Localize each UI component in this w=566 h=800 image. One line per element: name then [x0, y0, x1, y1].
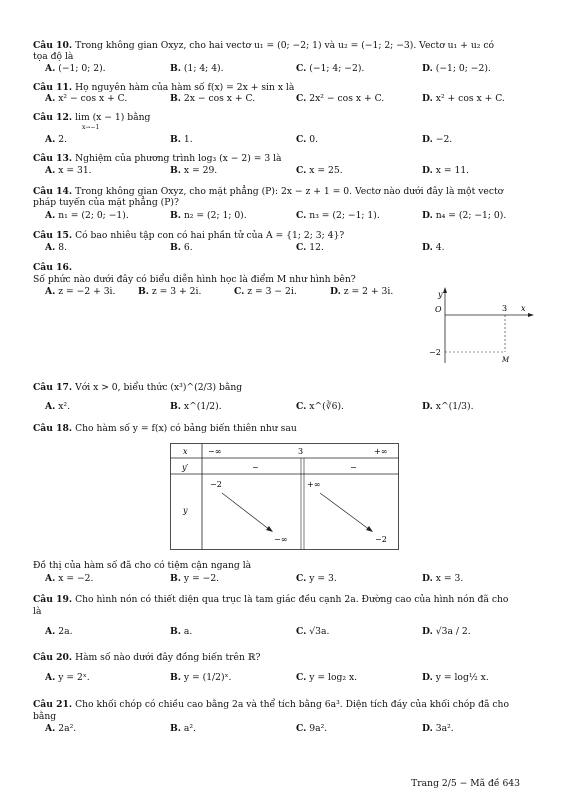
table-y-label: y: [183, 506, 188, 515]
table-yprime-label: y′: [182, 463, 189, 472]
question-19: Câu 19. Cho hình nón có thiết diện qua trục là tam giác đều cạnh 2a. Đường cao của hình nón đã cho: [33, 594, 509, 605]
question-label: Câu 10.: [33, 40, 73, 51]
question-19-cont: là: [33, 606, 42, 617]
question-text: Trong không gian Oxyz, cho hai vectơ u₁ = (0; −2; 1) và u₂ = (−1; 2; −3). Vectơ u₁ + u₂ có: [75, 40, 495, 51]
complex-plane-graph: [425, 285, 535, 365]
question-12: Câu 12. lim (x − 1) bằng: [33, 112, 151, 123]
variation-table: [170, 443, 400, 551]
y-value-label: −2: [429, 348, 441, 357]
option-c[interactable]: C. y = log₂ x.: [296, 672, 358, 683]
option-b[interactable]: B. a².: [170, 723, 196, 734]
x-axis-label: x: [521, 304, 526, 313]
question-16-text: Số phức nào dưới đây có biểu diễn hình học là điểm M như hình bên?: [33, 274, 356, 285]
question-16-label: Câu 16.: [33, 262, 73, 273]
question-21: Câu 21. Cho khối chóp có chiều cao bằng 2a và thể tích bằng 6a³. Diện tích đáy của khối chóp đã cho: [33, 699, 509, 710]
question-18-cont: Đồ thị của hàm số đã cho có tiệm cận ngang là: [33, 560, 252, 571]
option-a[interactable]: A. (−1; 0; 2).: [45, 63, 106, 74]
option-c[interactable]: C. x^(∛6).: [296, 401, 344, 412]
decrease-arrow-1: [222, 493, 270, 530]
option-b[interactable]: B. x^(1/2).: [170, 401, 222, 412]
option-b[interactable]: B. 2x − cos x + C.: [170, 93, 256, 104]
decrease-arrow-2: [320, 493, 370, 530]
arrow-head-2-icon: [366, 526, 373, 532]
option-b[interactable]: B. y = (1/2)ˣ.: [170, 672, 232, 683]
option-b[interactable]: B. z = 3 + 2i.: [138, 286, 202, 297]
table-value-2: −∞: [274, 535, 288, 544]
arrow-head-1-icon: [266, 526, 273, 532]
option-a[interactable]: A. z = −2 + 3i.: [45, 286, 116, 297]
option-d[interactable]: D. x = 11.: [422, 165, 470, 176]
point-m-label: M: [502, 356, 510, 364]
option-c[interactable]: C. √3a.: [296, 626, 330, 637]
option-d[interactable]: D. 4.: [422, 242, 445, 253]
option-a[interactable]: A. x = 31.: [45, 165, 92, 176]
option-c[interactable]: C. n₃ = (2; −1; 1).: [296, 210, 380, 221]
option-d[interactable]: D. n₄ = (2; −1; 0).: [422, 210, 507, 221]
y-axis-label: y: [438, 290, 443, 299]
option-c[interactable]: C. 0.: [296, 134, 319, 145]
question-10: [33, 40, 494, 51]
question-14-cont: pháp tuyến của mặt phẳng (P)?: [33, 197, 179, 208]
option-b[interactable]: B. 6.: [170, 242, 193, 253]
option-c[interactable]: C. x = 25.: [296, 165, 343, 176]
option-a[interactable]: A. 2a².: [45, 723, 77, 734]
option-b[interactable]: B. a.: [170, 626, 193, 637]
table-sign-1: −: [252, 463, 259, 472]
option-d[interactable]: D. 3a².: [422, 723, 454, 734]
option-b[interactable]: B. (1; 4; 4).: [170, 63, 224, 74]
question-14: Câu 14. Trong không gian Oxyz, cho mặt phẳng (P): 2x − z + 1 = 0. Vectơ nào dưới đây là một vectơ: [33, 186, 504, 197]
page-footer: Trang 2/5 − Mã đề 643: [411, 778, 520, 789]
option-a[interactable]: A. 2a.: [45, 626, 73, 637]
option-b[interactable]: B. y = −2.: [170, 573, 220, 584]
table-sign-2: −: [350, 463, 357, 472]
option-a[interactable]: A. y = 2ˣ.: [45, 672, 90, 683]
question-20: Câu 20. Hàm số nào dưới đây đồng biến trên ℝ?: [33, 652, 261, 663]
y-arrow-icon: [443, 287, 447, 293]
option-d[interactable]: D. √3a / 2.: [422, 626, 471, 637]
option-d[interactable]: D. x² + cos x + C.: [422, 93, 505, 104]
origin-label: O: [435, 305, 442, 314]
question-15: Câu 15. Có bao nhiêu tập con có hai phần tử của A = {1; 2; 3; 4}?: [33, 230, 345, 241]
option-c[interactable]: C. y = 3.: [296, 573, 337, 584]
option-c[interactable]: C. 12.: [296, 242, 324, 253]
table-x-3: 3: [298, 447, 304, 456]
option-a[interactable]: A. x = −2.: [45, 573, 94, 584]
option-d[interactable]: D. z = 2 + 3i.: [330, 286, 394, 297]
x-value-label: 3: [502, 304, 508, 313]
option-d[interactable]: D. (−1; 0; −2).: [422, 63, 491, 74]
option-b[interactable]: B. n₂ = (2; 1; 0).: [170, 210, 247, 221]
option-d[interactable]: D. x^(1/3).: [422, 401, 474, 412]
question-13: Câu 13. Nghiệm của phương trình log₃ (x − 2) = 3 là: [33, 153, 282, 164]
option-a[interactable]: A. 8.: [45, 242, 68, 253]
option-b[interactable]: B. x = 29.: [170, 165, 218, 176]
question-10-cont: tọa độ là: [33, 51, 74, 62]
option-a[interactable]: A. x².: [45, 401, 71, 412]
question-18: Câu 18. Cho hàm số y = f(x) có bảng biến thiên như sau: [33, 423, 297, 434]
table-x-neg-inf: −∞: [208, 447, 222, 456]
option-a[interactable]: A. 2.: [45, 134, 68, 145]
question-17: Câu 17. Với x > 0, biểu thức (x³)^(2/3) bằng: [33, 382, 243, 393]
question-21-cont: bằng: [33, 711, 57, 722]
option-d[interactable]: D. y = log½ x.: [422, 672, 489, 683]
option-c[interactable]: C. 9a².: [296, 723, 328, 734]
option-a[interactable]: A. x² − cos x + C.: [45, 93, 128, 104]
limit-subscript: x→−1: [82, 124, 100, 131]
option-d[interactable]: D. x = 3.: [422, 573, 464, 584]
option-c[interactable]: C. (−1; 4; −2).: [296, 63, 365, 74]
option-c[interactable]: C. 2x² − cos x + C.: [296, 93, 385, 104]
table-value-1: −2: [210, 480, 222, 489]
table-value-4: −2: [375, 535, 387, 544]
option-d[interactable]: D. −2.: [422, 134, 453, 145]
x-arrow-icon: [528, 313, 534, 317]
option-b[interactable]: B. 1.: [170, 134, 193, 145]
option-a[interactable]: A. n₁ = (2; 0; −1).: [45, 210, 129, 221]
table-x-label: x: [183, 447, 188, 456]
option-c[interactable]: C. z = 3 − 2i.: [234, 286, 297, 297]
question-11: Câu 11. Họ nguyên hàm của hàm số f(x) = 2x + sin x là: [33, 82, 295, 93]
table-value-3: +∞: [307, 480, 321, 489]
table-x-pos-inf: +∞: [374, 447, 388, 456]
